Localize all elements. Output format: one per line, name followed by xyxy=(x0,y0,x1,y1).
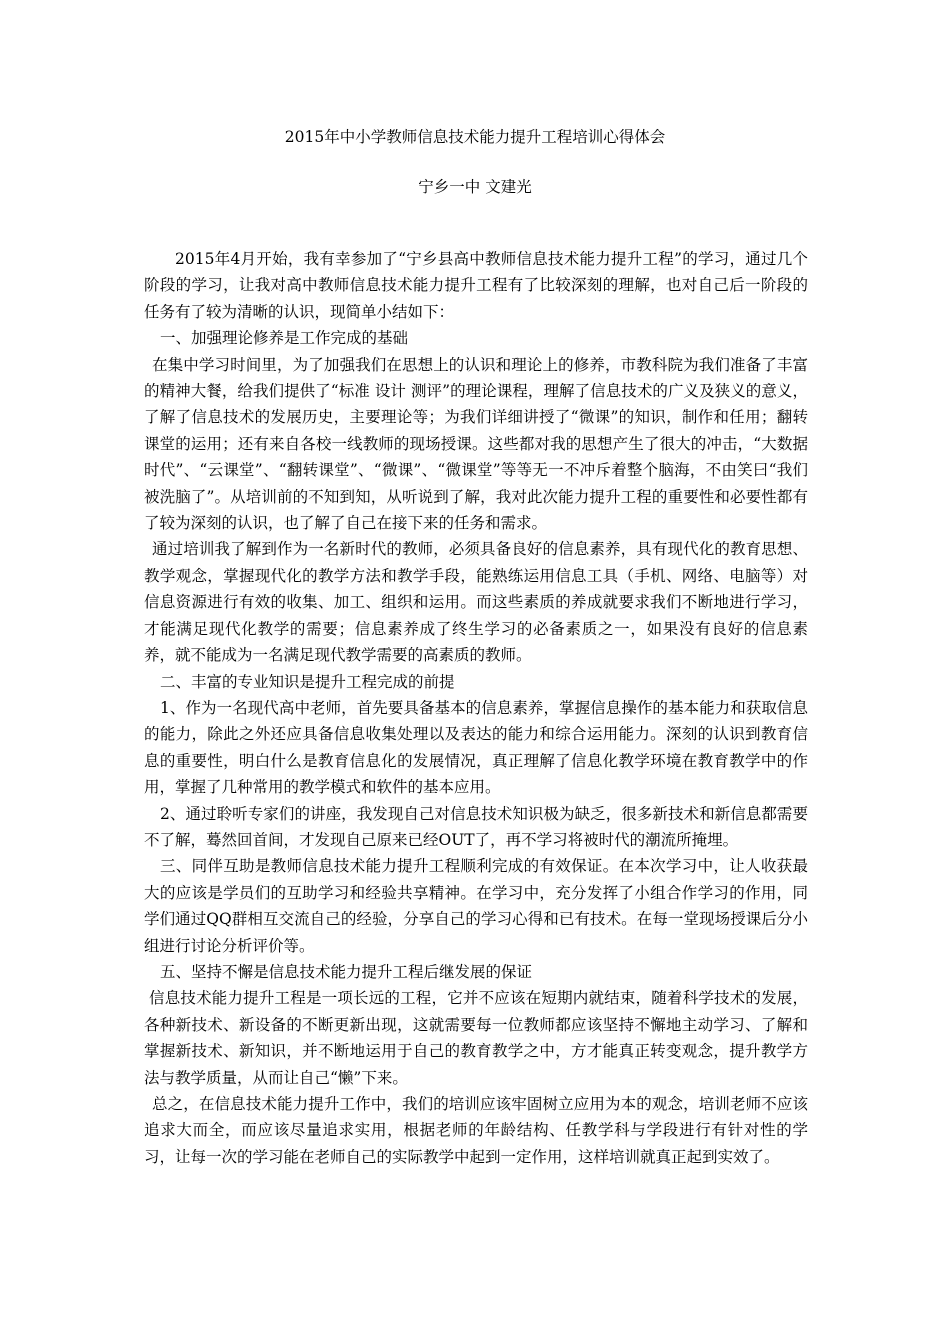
body-paragraph: 2、通过聆听专家们的讲座，我发现自己对信息技术知识极为缺乏，很多新技术和新信息都需要不了解，蓦然回首间，才发现自己原来已经OUT了，再不学习将被时代的潮流所掩埋。 xyxy=(144,804,808,849)
body-paragraph: 1、作为一名现代高中老师，首先要具备基本的信息素养，掌握信息操作的基本能力和获取信息的能力，除此之外还应具备信息收集处理以及表达的能力和综合运用能力。深刻的认识到教育信息的重要性，明白什么是教育信息化的发展情况，真正理解了信息化教学环境在教育教学中的作用，掌握了几种常用的教学模式和软件的基本应用。 xyxy=(144,698,808,797)
document-body xyxy=(144,246,808,1170)
intro-paragraph: 2015年4月开始，我有幸参加了“宁乡县高中教师信息技术能力提升工程”的学习，通过几个阶段的学习，让我对高中教师信息技术能力提升工程有了比较深刻的理解，也对自己后一阶段的任务有了较为清晰的认识，现简单小结如下： xyxy=(144,250,808,321)
body-paragraph: 在集中学习时间里，为了加强我们在思想上的认识和理论上的修养，市教科院为我们准备了丰富的精神大餐，给我们提供了“标准 设计 测评”的理论课程，理解了信息技术的广义及狭义的意义，了解了信息技术的发展历史，主要理论等；为我们详细讲授了“微课”的知识，制作和任用；翻转课堂的运用；还有来自各校一线教师的现场授课。这些都对我的思想产生了很大的冲击，“大数据时代”、“云课堂”、“翻转课堂”、“微课”、“微课堂”等等无一不冲斥着整个脑海，不由笑曰“我们被洗脑了”。从培训前的不知到知，从听说到了解，我对此次能力提升工程的重要性和必要性都有了较为深刻的认识，也了解了自己在接下来的任务和需求。 xyxy=(144,355,808,533)
conclusion-paragraph: 总之，在信息技术能力提升工作中，我们的培训应该牢固树立应用为本的观念，培训老师不应该追求大而全，而应该尽量追求实用，根据老师的年龄结构、任教学科与学段进行有针对性的学习，让每一次的学习能在老师自己的实际教学中起到一定作用，这样培训就真正起到实效了。 xyxy=(144,1095,808,1166)
document-author: 宁乡一中 文建光 xyxy=(418,178,532,196)
section-paragraph-3: 三、同伴互助是教师信息技术能力提升工程顺利完成的有效保证。在本次学习中，让人收获最大的应该是学员们的互助学习和经验共享精神。在学习中，充分发挥了小组合作学习的作用，同学们通过QQ群相互交流自己的经验，分享自己的学习心得和已有技术。在每一堂现场授课后分小组进行讨论分析评价等。 xyxy=(144,857,808,955)
section-heading-2: 二、丰富的专业知识是提升工程完成的前提 xyxy=(160,672,455,691)
body-paragraph: 通过培训我了解到作为一名新时代的教师，必须具备良好的信息素养，具有现代化的教育思想、教学观念，掌握现代化的教学方法和教学手段，能熟练运用信息工具（手机、网络、电脑等）对信息资源进行有效的收集、加工、组织和运用。而这些素质的养成就要求我们不断地进行学习，才能满足现代化教学的需要；信息素养成了终生学习的必备素质之一，如果没有良好的信息素养，就不能成为一名满足现代教学需要的高素质的教师。 xyxy=(144,540,808,665)
section-heading-1: 一、加强理论修养是工作完成的基础 xyxy=(160,329,409,348)
document-title: 2015年中小学教师信息技术能力提升工程培训心得体会 xyxy=(284,128,666,146)
section-heading-5: 五、坚持不懈是信息技术能力提升工程后继发展的保证 xyxy=(160,962,533,981)
body-paragraph: 信息技术能力提升工程是一项长远的工程，它并不应该在短期内就结束，随着科学技术的发展，各种新技术、新设备的不断更新出现，这就需要每一位教师都应该坚持不懈地主动学习、了解和掌握新技术、新知识，并不断地运用于自己的教育教学之中，方才能真正转变观念，提升教学方法与教学质量，从而让自己“懒”下来。 xyxy=(144,989,808,1087)
